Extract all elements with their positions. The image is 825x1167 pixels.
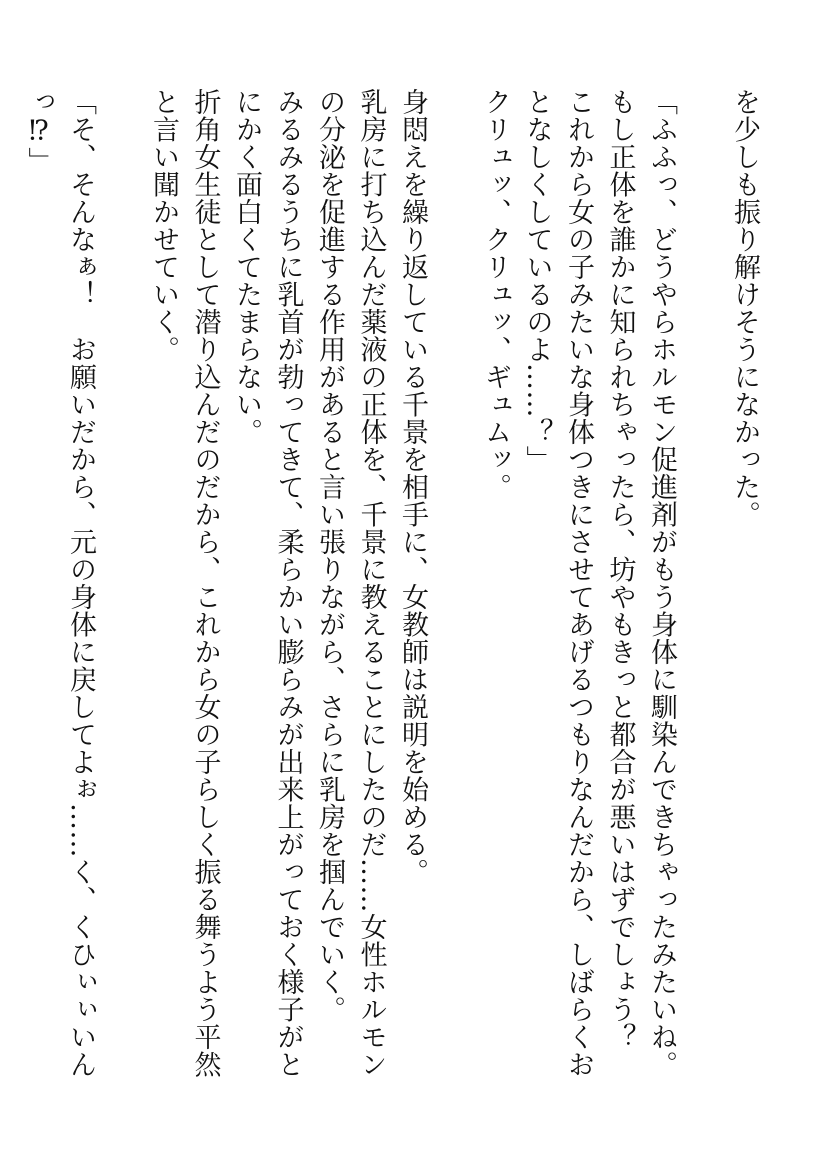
paragraph-gap bbox=[101, 88, 143, 89]
paragraph-sound-effect: クリュッ、クリュッ、ギュムッ。 bbox=[480, 88, 511, 501]
paragraph-dialogue-2: 「そ、そんなぁ！ お願いだから、元の身体に戻してよぉ……く、くひぃぃいんっ⁉」 bbox=[23, 88, 96, 1078]
paragraph-narration-3: みるみるうちに乳首が勃ってきて、柔らかい膨らみが出来上がっておく様子がとにかく面白くてたまらない。 bbox=[231, 88, 304, 1078]
paragraph-dialogue-1: 「ふふっ、どうやらホルモン促進剤がもう身体に馴染んできちゃったみたいね。もし正体を誰かに知られちゃったら、坊やもきっと都合が悪いはずでしょう？ これから女の子みたいな身体つきにさせてあげるつもりなんだから、しばらくおとなしくしているのよ……？」 bbox=[521, 88, 677, 1078]
paragraph-1: を少しも振り解けそうになかった。 bbox=[729, 88, 760, 528]
paragraph-gap bbox=[682, 88, 724, 89]
paragraph-narration-4: 折角女生徒として潜り込んだのだから、これから女の子らしく振る舞うよう平然と言い聞かせていく。 bbox=[148, 88, 221, 1078]
paragraph-narration-2: 乳房に打ち込んだ薬液の正体を、千景に教えることにしたのだ……女性ホルモンの分泌を促進する作用があると言い張りながら、さらに乳房を掴んでいく。 bbox=[314, 88, 387, 1078]
paragraph-gap bbox=[433, 88, 475, 89]
paragraph-narration-1: 身悶えを繰り返している千景を相手に、女教師は説明を始める。 bbox=[397, 88, 428, 886]
vertical-text-body bbox=[18, 88, 765, 1088]
